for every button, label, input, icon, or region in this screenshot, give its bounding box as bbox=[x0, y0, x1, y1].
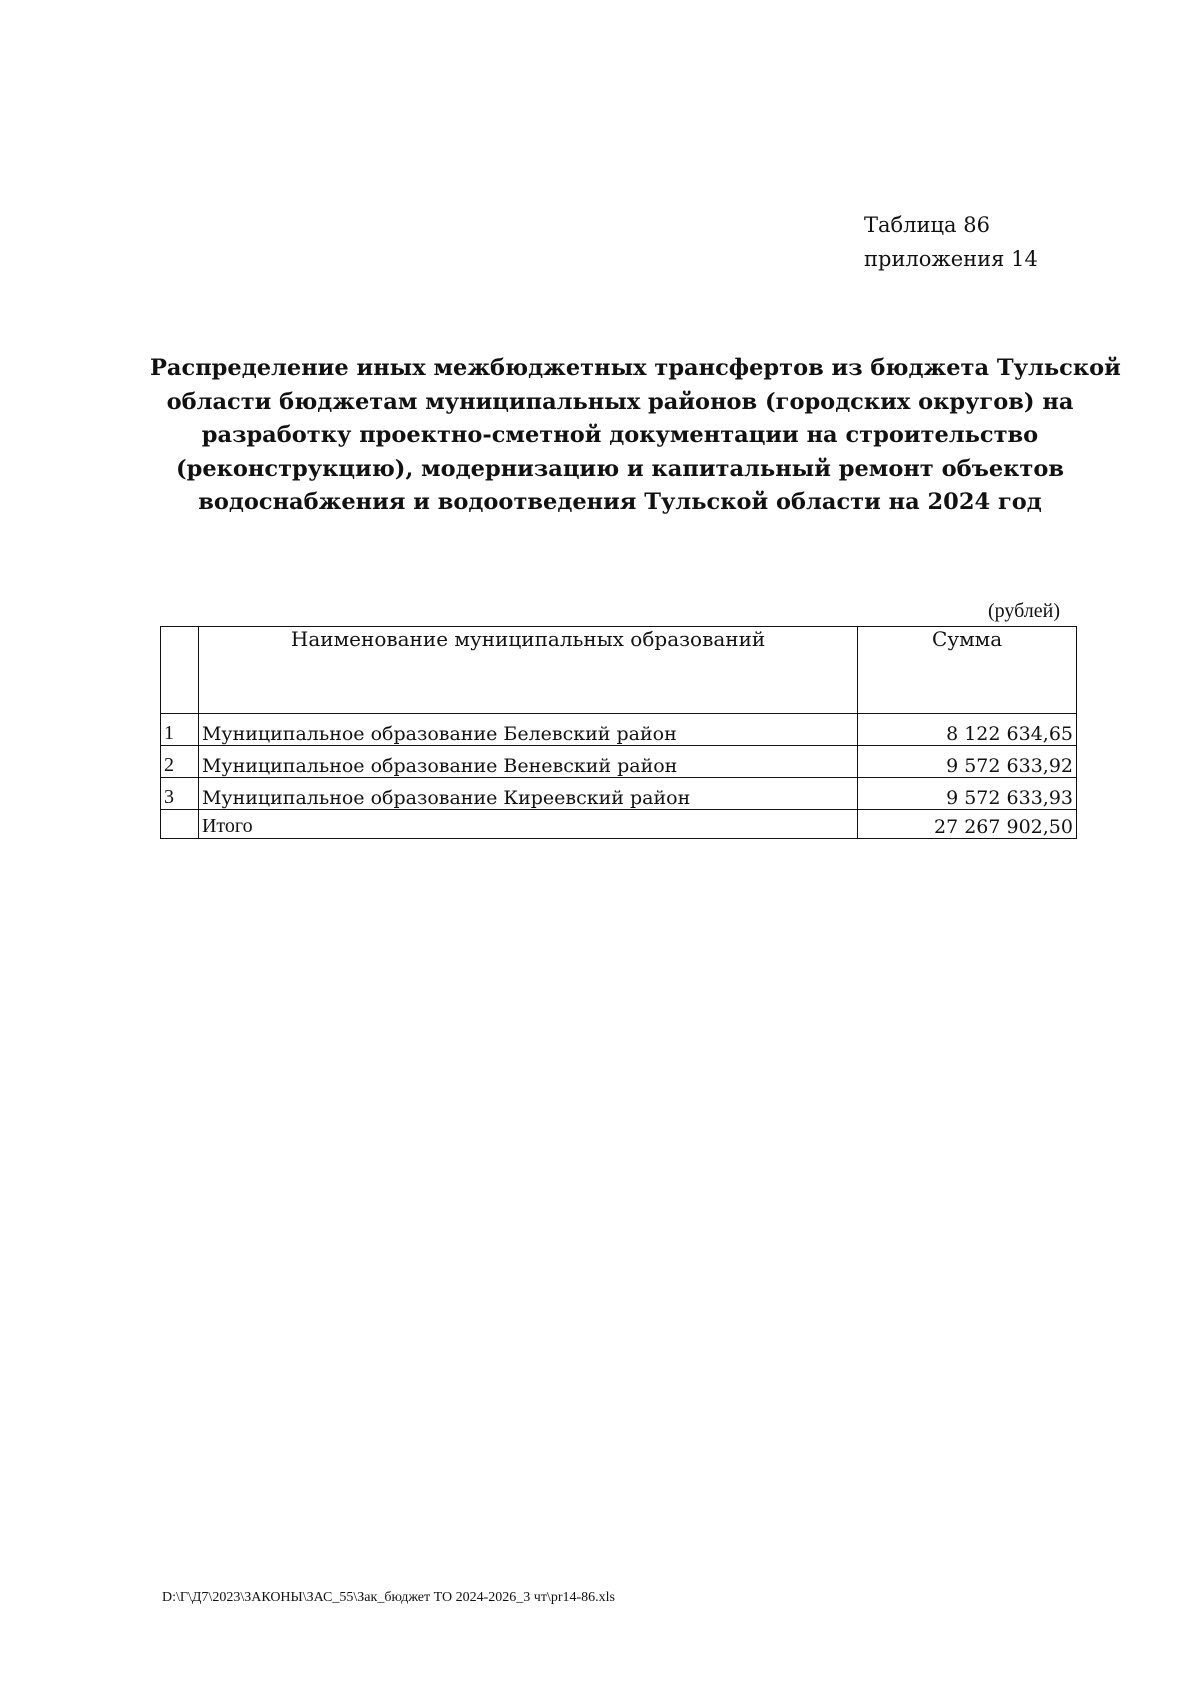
total-label: Итого bbox=[198, 810, 857, 839]
table-number-label: Таблица 86 bbox=[864, 213, 990, 237]
table-row bbox=[161, 746, 1077, 778]
row-name: Муниципальное образование Киреевский район bbox=[198, 778, 857, 810]
row-sum: 9 572 633,92 bbox=[858, 746, 1077, 778]
table-total-row bbox=[161, 810, 1077, 839]
title-line: Распределение иных межбюджетных трансфертов из бюджета Тульской bbox=[150, 355, 1121, 381]
budget-table bbox=[160, 626, 1077, 839]
row-name: Муниципальное образование Веневский район bbox=[198, 746, 857, 778]
row-number: 3 bbox=[161, 778, 199, 810]
document-title bbox=[150, 352, 1121, 520]
title-line: разработку проектно-сметной документации на строительство bbox=[201, 422, 1039, 448]
row-number: 1 bbox=[161, 714, 199, 746]
row-name: Муниципальное образование Белевский район bbox=[198, 714, 857, 746]
total-number-cell bbox=[161, 810, 199, 839]
unit-label: (рублей) bbox=[988, 600, 1061, 622]
table-header-row bbox=[161, 627, 1077, 714]
row-number: 2 bbox=[161, 746, 199, 778]
column-header-name: Наименование муниципальных образований bbox=[198, 627, 857, 714]
column-header-number bbox=[161, 627, 199, 714]
file-path-footer: D:\Г\Д7\2023\ЗАКОНЫ\ЗАС_55\Зак_бюджет ТО 2024-2026_3 чт\pr14-86.xls bbox=[162, 1590, 615, 1605]
title-line: водоснабжения и водоотведения Тульской области на 2024 год bbox=[198, 489, 1042, 515]
appendix-label: приложения 14 bbox=[864, 247, 1038, 271]
table-reference bbox=[864, 208, 1038, 276]
title-line: (реконструкцию), модернизацию и капитальный ремонт объектов bbox=[175, 455, 1064, 482]
title-line: области бюджетам муниципальных районов (городских округов) на bbox=[166, 388, 1074, 415]
row-sum: 8 122 634,65 bbox=[858, 714, 1077, 746]
table-row bbox=[161, 714, 1077, 746]
table-row bbox=[161, 778, 1077, 810]
total-sum: 27 267 902,50 bbox=[858, 810, 1077, 839]
row-sum: 9 572 633,93 bbox=[858, 778, 1077, 810]
column-header-sum: Сумма bbox=[858, 627, 1077, 714]
